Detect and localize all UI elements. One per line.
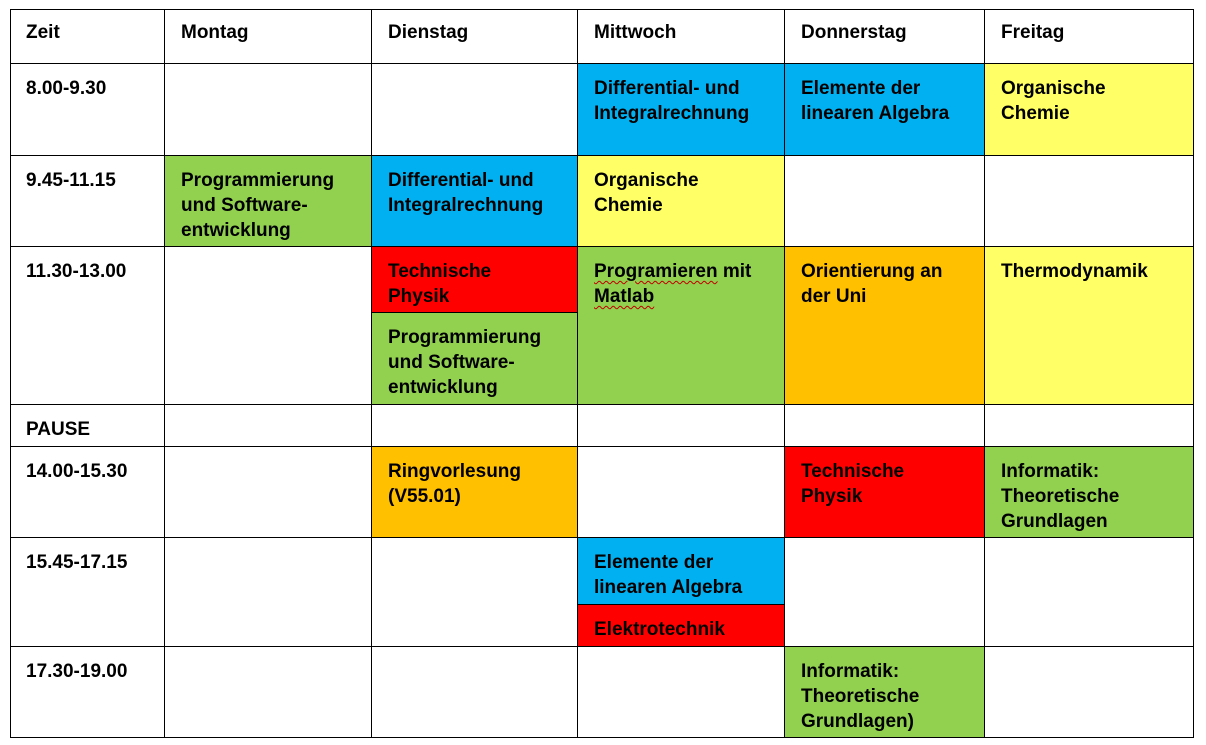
header-day: Freitag [984, 9, 1194, 64]
course-cell: Programmierung und Software- entwicklung [371, 312, 578, 405]
time-slot: 8.00-9.30 [10, 63, 165, 156]
course-cell: Elemente der linearen Algebra [577, 537, 785, 605]
pause-label: PAUSE [10, 404, 165, 447]
course-cell: Organische Chemie [577, 155, 785, 247]
header-day: Mittwoch [577, 9, 785, 64]
empty-cell [164, 404, 372, 447]
empty-cell [164, 537, 372, 647]
time-slot: 15.45-17.15 [10, 537, 165, 647]
course-cell: Technische Physik [784, 446, 985, 538]
course-cell: Ringvorlesung (V55.01) [371, 446, 578, 538]
course-cell: Differential- und Integralrechnung [371, 155, 578, 247]
header-zeit: Zeit [10, 9, 165, 64]
time-slot: 9.45-11.15 [10, 155, 165, 247]
header-day: Dienstag [371, 9, 578, 64]
course-cell: Programieren mit Matlab [577, 246, 785, 405]
course-cell: Elektrotechnik [577, 604, 785, 647]
spellcheck-word: Matlab [594, 286, 655, 307]
course-cell: Differential- und Integralrechnung [577, 63, 785, 156]
empty-cell [984, 155, 1194, 247]
empty-cell [784, 537, 985, 647]
course-cell: Informatik: Theoretische Grundlagen) [784, 646, 985, 738]
empty-cell [164, 63, 372, 156]
time-slot: 17.30-19.00 [10, 646, 165, 738]
empty-cell [371, 646, 578, 738]
empty-cell [784, 404, 985, 447]
course-cell: Thermodynamik [984, 246, 1194, 405]
empty-cell [577, 404, 785, 447]
course-cell: Informatik: Theoretische Grundlagen [984, 446, 1194, 538]
header-day: Montag [164, 9, 372, 64]
empty-cell [984, 646, 1194, 738]
course-cell: Elemente der linearen Algebra [784, 63, 985, 156]
empty-cell [371, 63, 578, 156]
time-slot: 11.30-13.00 [10, 246, 165, 405]
empty-cell [164, 246, 372, 405]
course-cell: Orientierung an der Uni [784, 246, 985, 405]
empty-cell [784, 155, 985, 247]
empty-cell [371, 537, 578, 647]
empty-cell [984, 537, 1194, 647]
empty-cell [577, 446, 785, 538]
empty-cell [577, 646, 785, 738]
empty-cell [164, 446, 372, 538]
course-cell: Programmierung und Software- entwicklung [164, 155, 372, 247]
spellcheck-word: Programieren [594, 261, 718, 282]
empty-cell [984, 404, 1194, 447]
empty-cell [371, 404, 578, 447]
empty-cell [164, 646, 372, 738]
header-day: Donnerstag [784, 9, 985, 64]
course-cell: Technische Physik [371, 246, 578, 313]
course-cell: Organische Chemie [984, 63, 1194, 156]
time-slot: 14.00-15.30 [10, 446, 165, 538]
